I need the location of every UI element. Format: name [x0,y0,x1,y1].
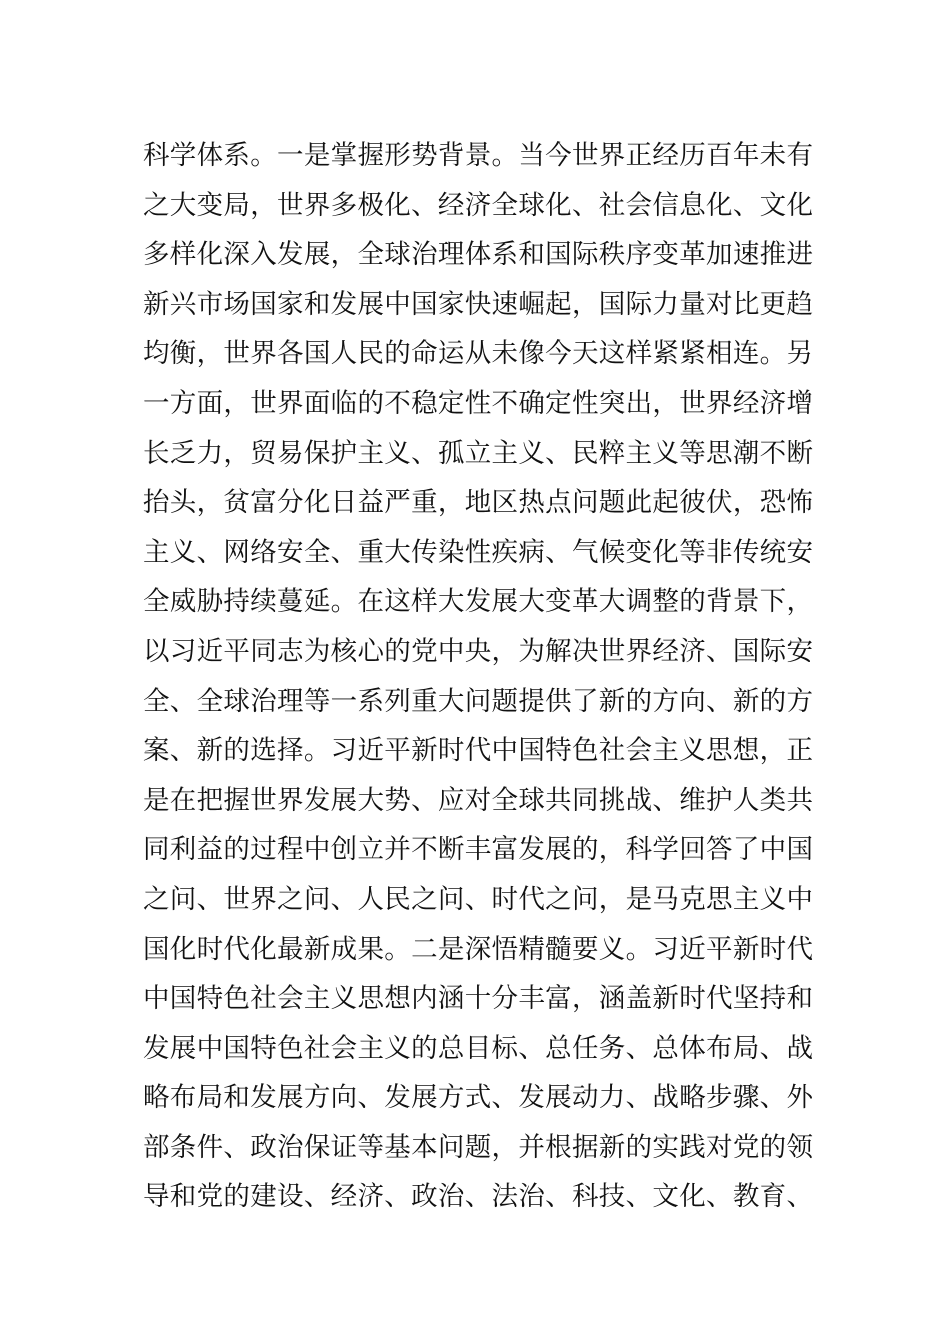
text-line: 均衡，世界各国人民的命运从未像今天这样紧紧相连。另 [143,338,813,370]
text-line: 是在把握世界发展大势、应对全球共同挑战、维护人类共 [143,784,813,816]
text-line: 抬头，贫富分化日益严重，地区热点问题此起彼伏，恐怖 [143,487,813,519]
text-line: 案、新的选择。习近平新时代中国特色社会主义思想，正 [143,735,813,767]
text-line: 中国特色社会主义思想内涵十分丰富，涵盖新时代坚持和 [143,983,813,1015]
body-text [143,131,813,1222]
text-line: 之问、世界之问、人民之问、时代之问，是马克思主义中 [143,883,813,915]
text-line: 部条件、政治保证等基本问题，并根据新的实践对党的领 [143,1131,813,1163]
text-line: 全威胁持续蔓延。在这样大发展大变革大调整的背景下， [143,586,813,618]
text-line: 主义、网络安全、重大传染性疾病、气候变化等非传统安 [143,536,813,568]
text-line: 以习近平同志为核心的党中央，为解决世界经济、国际安 [143,635,813,667]
text-line: 国化时代化最新成果。二是深悟精髓要义。习近平新时代 [143,933,813,965]
text-line: 多样化深入发展，全球治理体系和国际秩序变革加速推进 [143,239,813,271]
text-line: 一方面，世界面临的不稳定性不确定性突出，世界经济增 [143,387,813,419]
text-line: 科学体系。一是掌握形势背景。当今世界正经历百年未有 [143,140,813,171]
text-line: 之大变局，世界多极化、经济全球化、社会信息化、文化 [143,189,813,221]
text-line: 新兴市场国家和发展中国家快速崛起，国际力量对比更趋 [143,288,813,320]
text-line: 发展中国特色社会主义的总目标、总任务、总体布局、战 [143,1032,813,1064]
text-line: 略布局和发展方向、发展方式、发展动力、战略步骤、外 [143,1082,813,1114]
text-line: 导和党的建设、经济、政治、法治、科技、文化、教育、 [143,1181,813,1213]
text-line: 全、全球治理等一系列重大问题提供了新的方向、新的方 [143,685,813,717]
text-line: 同利益的过程中创立并不断丰富发展的，科学回答了中国 [143,834,813,866]
text-line: 长乏力，贸易保护主义、孤立主义、民粹主义等思潮不断 [143,437,813,469]
